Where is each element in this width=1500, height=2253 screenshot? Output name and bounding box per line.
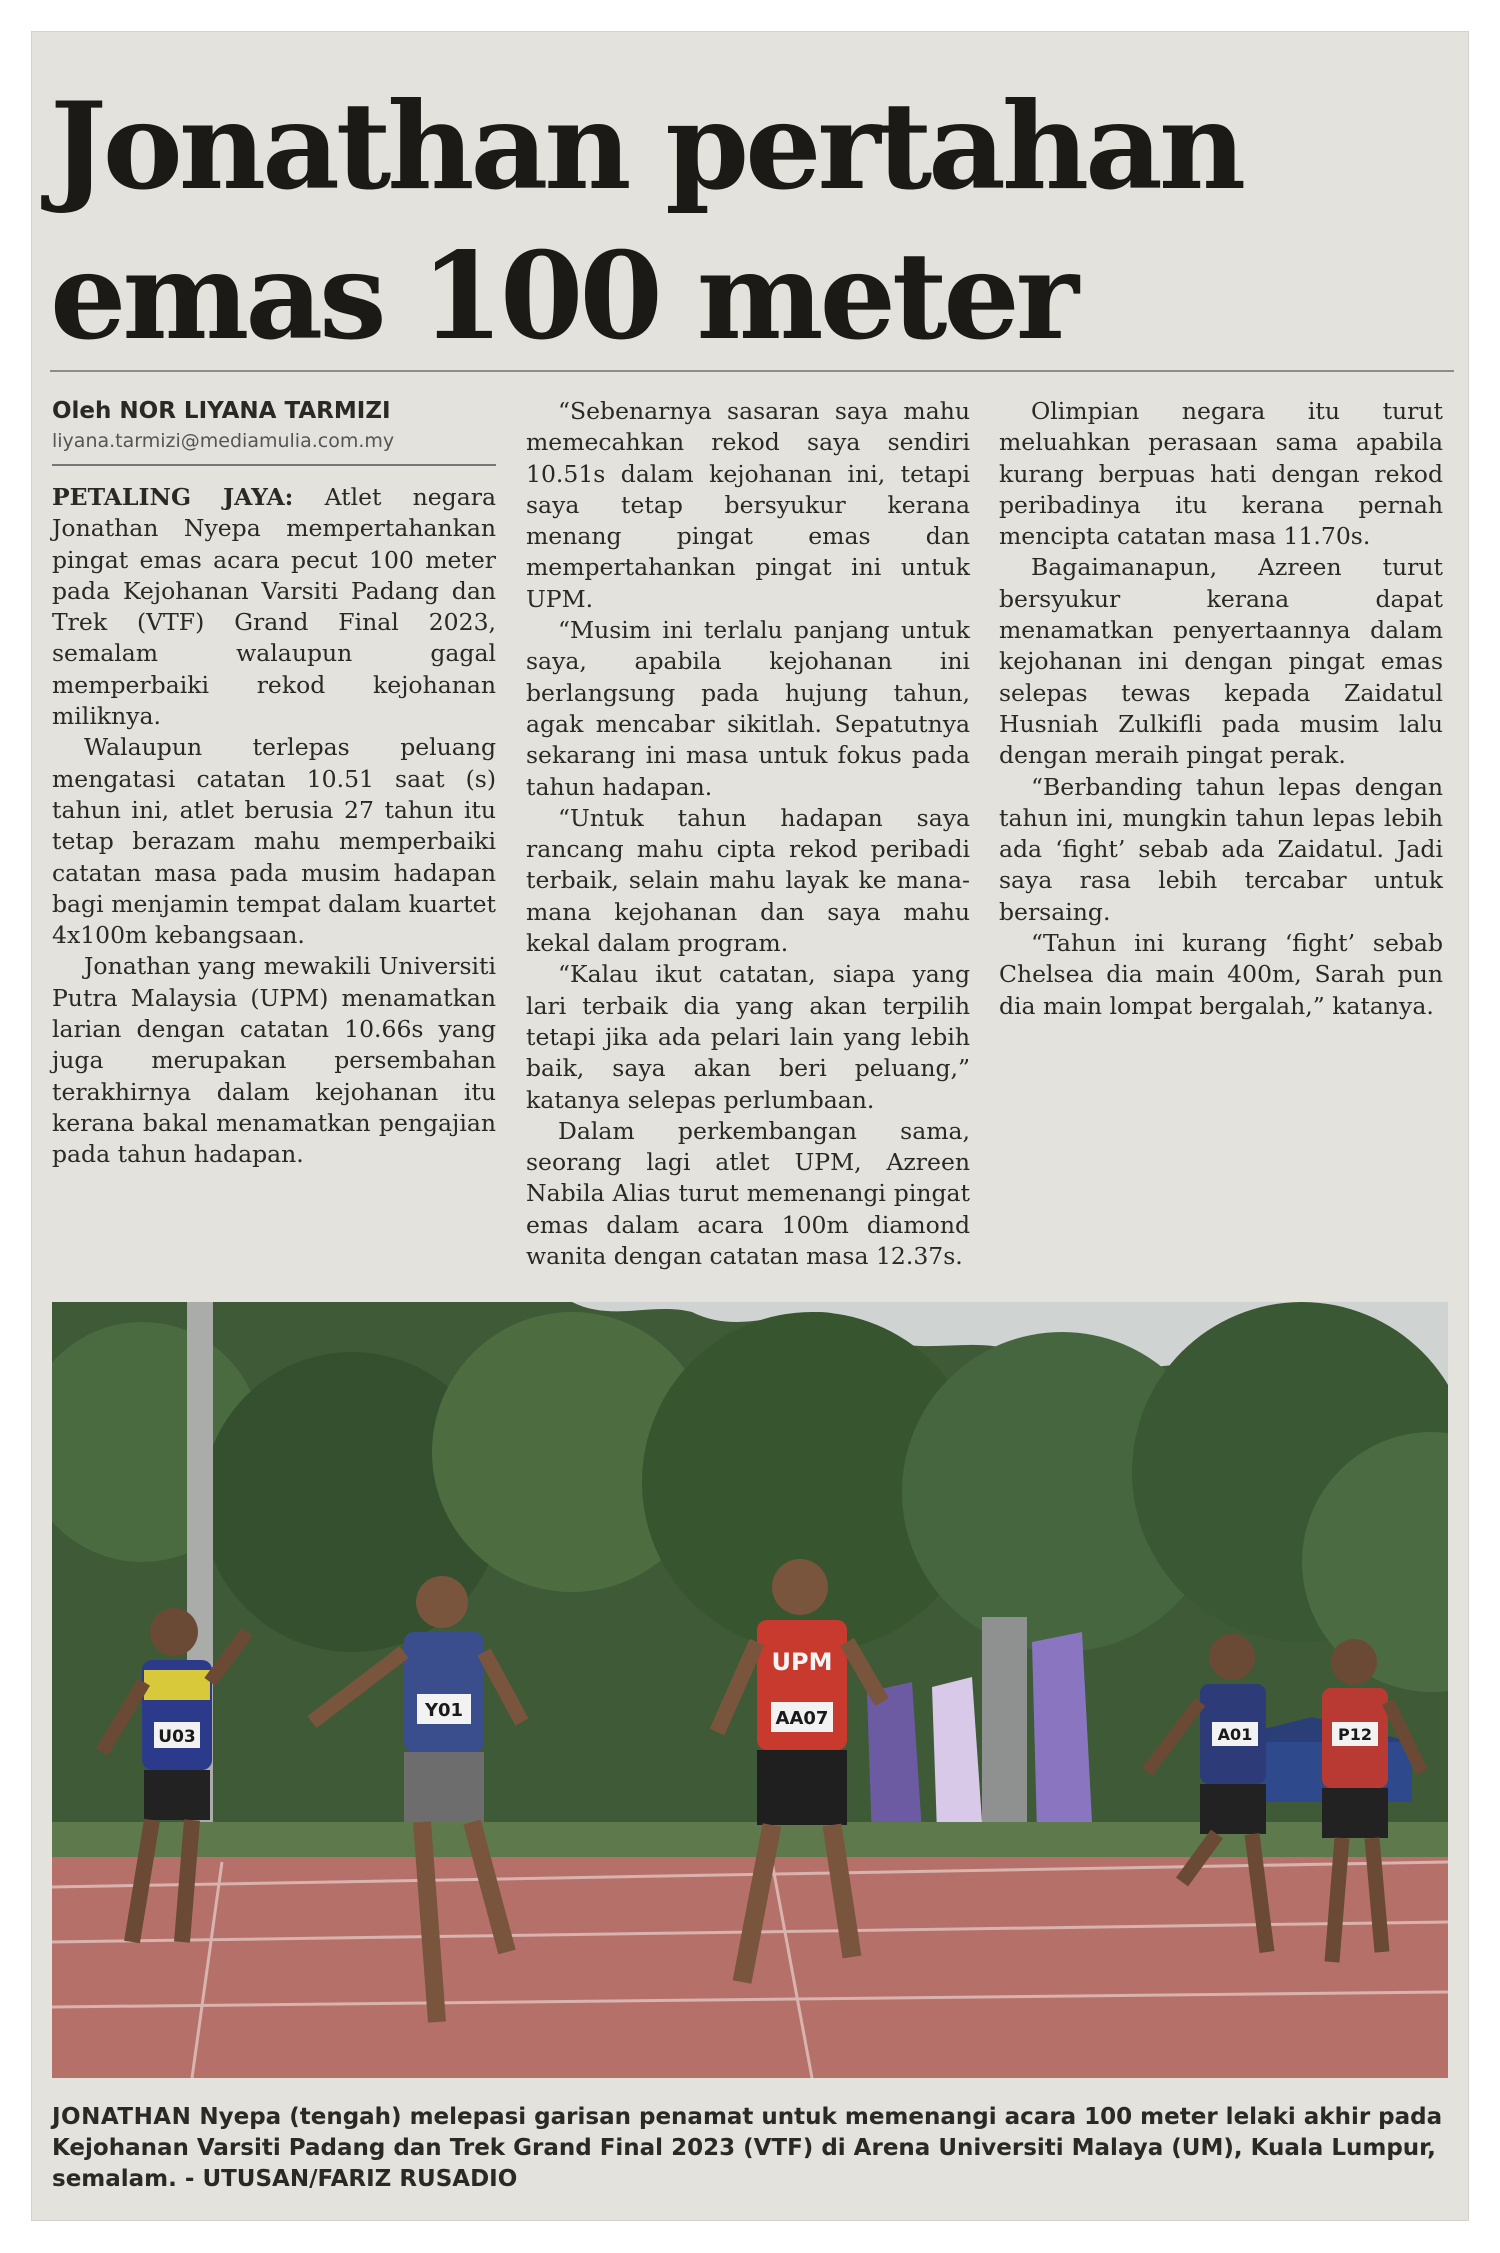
- race-photo-illustration: [52, 1302, 1448, 2078]
- paragraph-text: Atlet negara Jonathan Nyepa mempertahankan pingat emas acara pecut 100 meter pada Kejohanan Varsiti Padang dan Trek (VTF) Grand Final 2023, semalam walaupun gagal memperbaiki rekod kejohanan miliknya.: [52, 483, 496, 731]
- bib-text-5: P12: [1338, 1725, 1372, 1744]
- byline-email: liyana.tarmizi@mediamulia.com.my: [52, 430, 395, 452]
- article-paragraph: Jonathan yang mewakili Universiti Putra Malaysia (UPM) menamatkan larian dengan catatan 10.66s yang juga merupakan persembahan terakhirnya dalam kejohanan itu kerana bakal menamatkan pengajian pada tahun hadapan.: [52, 952, 496, 1169]
- jersey-text: UPM: [771, 1648, 833, 1676]
- article-paragraph: “Tahun ini kurang ‘fight’ sebab Chelsea dia main 400m, Sarah pun dia main lompat bergalah,” katanya.: [999, 929, 1443, 1020]
- race-photo: [52, 1302, 1448, 2078]
- caption-body: Nyepa (tengah) melepasi garisan penamat untuk memenangi acara 100 meter lelaki akhir pada Kejohanan Varsiti Padang dan Trek Grand Final 2023 (VTF) di Arena Universiti Malaya (UM), Kuala Lumpur, semalam. - UTUSAN/FARIZ RUSADIO: [52, 2104, 1443, 2192]
- article-paragraph: Dalam perkembangan sama, seorang lagi atlet UPM, Azreen Nabila Alias turut memenangi pingat emas dalam acara 100m diamond wanita dengan catatan masa 12.37s.: [526, 1116, 970, 1271]
- article-paragraph: “Untuk tahun hadapan saya rancang mahu cipta rekod peribadi terbaik, selain mahu layak ke mana-mana kejohanan dan saya mahu kekal dalam program.: [526, 803, 970, 958]
- article-paragraph: “Kalau ikut catatan, siapa yang lari terbaik dia yang akan terpilih tetapi jika ada pelari lain yang lebih baik, saya akan beri peluang,” katanya selepas perlumbaan.: [526, 960, 970, 1114]
- dateline: PETALING JAYA:: [52, 483, 294, 511]
- byline: [52, 398, 496, 452]
- headline: [50, 72, 1430, 372]
- bib-text-2: Y01: [424, 1700, 464, 1721]
- newspaper-clipping: [32, 32, 1468, 2220]
- article-paragraph: Walaupun terlepas peluang mengatasi catatan 10.51 saat (s) tahun ini, atlet berusia 27 tahun itu tetap berazam mahu memperbaiki catatan masa pada musim hadapan bagi menjamin tempat dalam kuartet 4x100m kebangsaan.: [52, 733, 496, 950]
- article-paragraph: [52, 482, 496, 732]
- article-paragraph: “Berbanding tahun lepas dengan tahun ini, mungkin tahun lepas lebih ada ‘fight’ sebab ada Zaidatul. Jadi saya rasa lebih tercabar untuk bersaing.: [999, 772, 1443, 926]
- article-column-3: [999, 396, 1443, 1022]
- headline-rule: [50, 370, 1454, 372]
- article-paragraph: “Musim ini terlalu panjang untuk saya, apabila kejohanan ini berlangsung pada hujung tahun, agak mencabar sikitlah. Sepatutnya sekarang ini masa untuk fokus pada tahun hadapan.: [526, 616, 970, 801]
- photo-caption: [52, 2102, 1448, 2195]
- byline-rule: [52, 464, 496, 466]
- caption-lead: JONATHAN: [52, 2104, 192, 2130]
- byline-author: Oleh NOR LIYANA TARMIZI: [52, 398, 391, 424]
- article-column-2: [526, 396, 970, 1272]
- bib-text-4: A01: [1217, 1725, 1253, 1744]
- article-paragraph: Bagaimanapun, Azreen turut bersyukur kerana dapat menamatkan penyertaannya dalam kejohanan ini dengan pingat emas selepas tewas kepada Zaidatul Husniah Zulkifli pada musim lalu dengan meraih pingat perak.: [999, 553, 1443, 770]
- article-paragraph: Olimpian negara itu turut meluahkan perasaan sama apabila kurang berpuas hati dengan rekod peribadinya itu kerana pernah mencipta catatan masa 11.70s.: [999, 397, 1443, 551]
- bib-text-1: U03: [158, 1727, 196, 1747]
- article-column-1: [52, 482, 496, 1171]
- headline-line-1: Jonathan pertahan: [50, 76, 1243, 217]
- article-paragraph: “Sebenarnya sasaran saya mahu memecahkan rekod saya sendiri 10.51s dalam kejohanan ini, tetapi saya tetap bersyukur kerana menang pingat emas dan mempertahankan pingat ini untuk UPM.: [526, 397, 970, 613]
- headline-line-2: emas 100 meter: [50, 226, 1075, 367]
- bib-text-3: AA07: [775, 1708, 829, 1729]
